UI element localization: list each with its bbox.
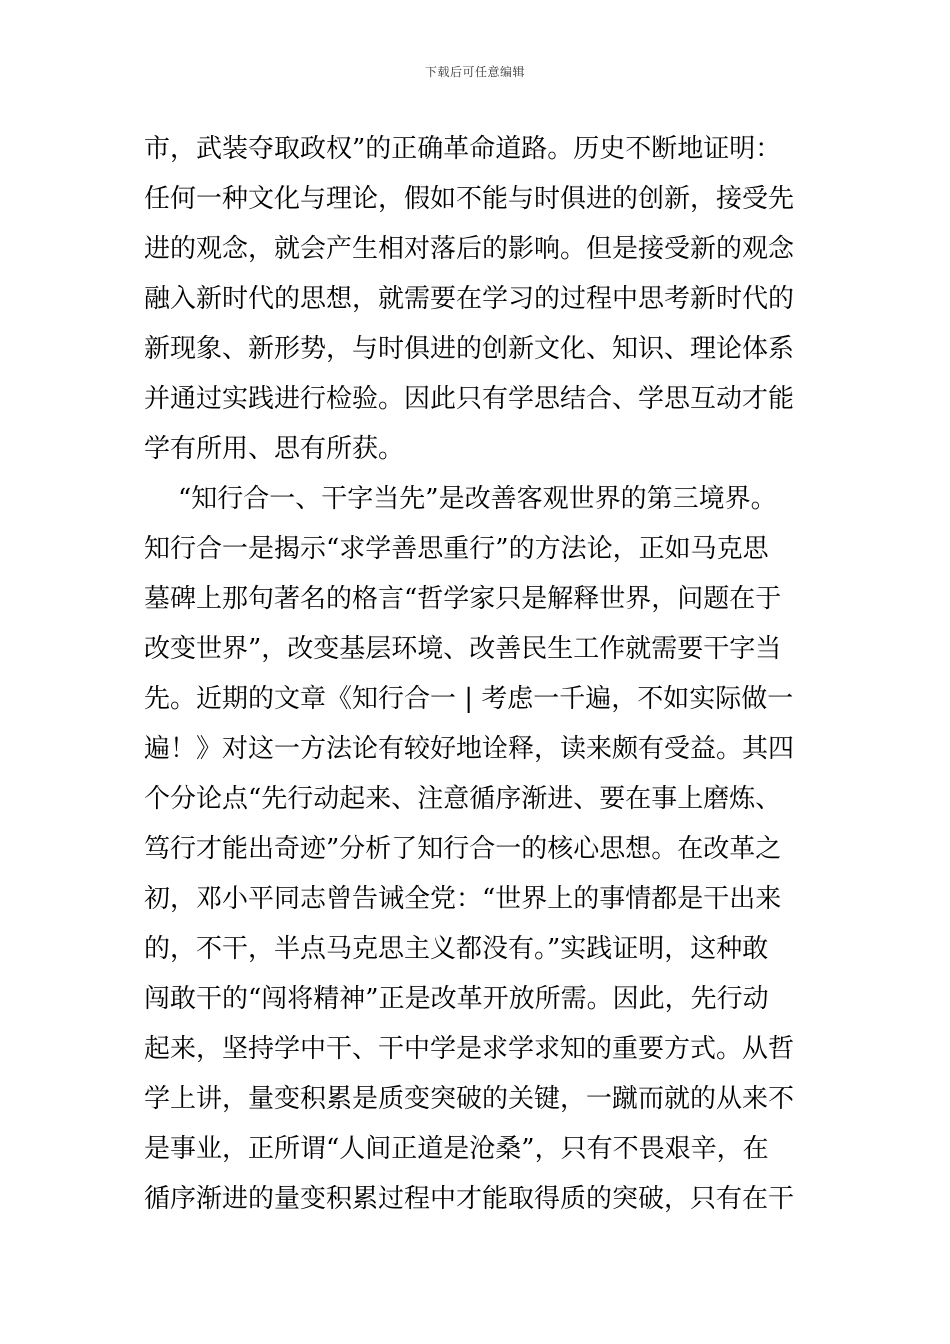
text-line: 个分论点“先行动起来、注意循序渐进、要在事上磨炼、 — [144, 784, 782, 814]
text-line: 任何一种文化与理论，假如不能与时俱进的创新，接受先 — [144, 184, 795, 214]
text-line: 的，不干，半点马克思主义都没有。”实践证明，这种敢 — [144, 934, 769, 964]
text-line: 融入新时代的思想，就需要在学习的过程中思考新时代的 — [144, 284, 795, 314]
text-line: 起来，坚持学中干、干中学是求学求知的重要方式。从哲 — [144, 1034, 795, 1064]
text-line: 学上讲，量变积累是质变突破的关键，一蹴而就的从来不 — [144, 1084, 795, 1114]
text-line: 新现象、新形势，与时俱进的创新文化、知识、理论体系 — [144, 334, 795, 364]
text-line: 遍！》对这一方法论有较好地诠释，读来颇有受益。其四 — [144, 734, 795, 764]
text-line: 先。近期的文章《知行合一 | 考虑一千遍，不如实际做一 — [144, 684, 794, 714]
document-body — [144, 124, 808, 1224]
text-line: 改变世界”，改变基层环境、改善民生工作就需要干字当 — [144, 634, 782, 664]
text-line: 笃行才能出奇迹”分析了知行合一的核心思想。在改革之 — [144, 834, 782, 864]
text-line: 知行合一是揭示“求学善思重行”的方法论，正如马克思 — [144, 534, 769, 564]
text-line: 闯敢干的“闯将精神”正是改革开放所需。因此，先行动 — [144, 984, 769, 1014]
text-line: 是事业，正所谓“人间正道是沧桑”，只有不畏艰辛，在 — [144, 1134, 769, 1164]
text-line: 循序渐进的量变积累过程中才能取得质的突破，只有在干 — [144, 1184, 795, 1214]
page-header: 下载后可任意编辑 — [424, 65, 525, 79]
text-line: 墓碑上那句著名的格言“哲学家只是解释世界，问题在于 — [144, 584, 782, 614]
text-line: 进的观念，就会产生相对落后的影响。但是接受新的观念 — [144, 234, 795, 264]
text-line: 市，武装夺取政权”的正确革命道路。历史不断地证明： — [144, 134, 782, 164]
text-line: 并通过实践进行检验。因此只有学思结合、学思互动才能 — [144, 384, 795, 414]
text-line: 学有所用、思有所获。 — [144, 434, 405, 464]
paragraph-first-line: “知行合一、干字当先”是改善客观世界的第三境界。 — [178, 484, 777, 514]
text-line: 初，邓小平同志曾告诫全党：“世界上的事情都是干出来 — [144, 884, 782, 914]
